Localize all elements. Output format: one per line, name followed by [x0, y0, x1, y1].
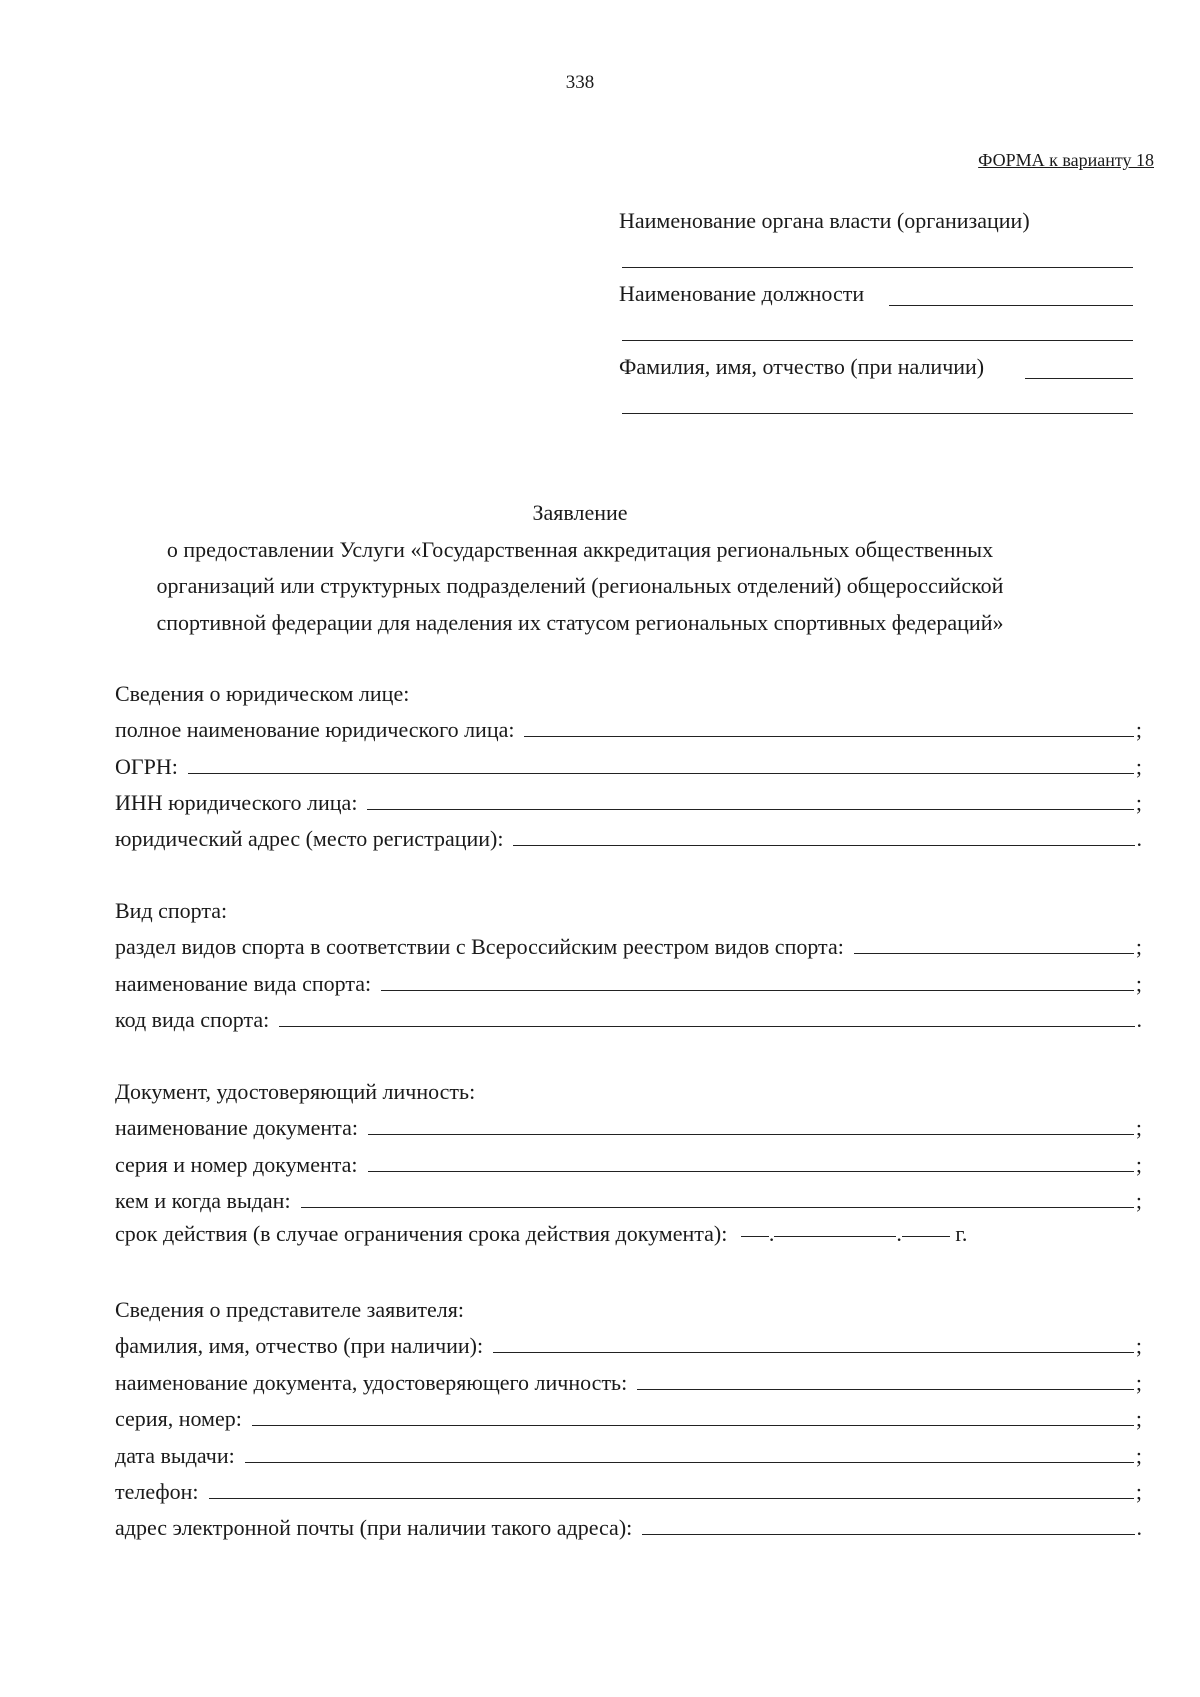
identity-document-row[interactable]	[115, 1184, 1142, 1214]
legal-entity-row[interactable]	[115, 786, 1142, 816]
input-line[interactable]	[381, 990, 1134, 991]
input-line[interactable]	[513, 845, 1134, 846]
field-label: наименование документа, удостоверяющего личность:	[115, 1370, 628, 1395]
input-line[interactable]	[279, 1026, 1134, 1027]
field-label: полное наименование юридического лица:	[115, 717, 515, 742]
position-field-line2[interactable]	[622, 340, 1133, 341]
field-end: .	[1136, 826, 1142, 851]
input-line[interactable]	[301, 1207, 1134, 1208]
field-label: раздел видов спорта в соответствии с Всероссийским реестром видов спорта:	[115, 934, 844, 959]
field-end: ;	[1135, 754, 1142, 779]
field-end: .	[1136, 1007, 1142, 1032]
input-line[interactable]	[524, 736, 1133, 737]
field-label: телефон:	[115, 1479, 199, 1504]
identity-document-row[interactable]	[115, 1111, 1142, 1141]
validity-year-suffix: г.	[955, 1221, 968, 1246]
representative-heading: Сведения о представителе заявителя:	[115, 1297, 464, 1322]
field-end: ;	[1135, 1152, 1142, 1177]
form-reference: ФОРМА к варианту 18	[978, 150, 1154, 170]
position-label: Наименование должности	[619, 281, 865, 306]
field-end: ;	[1135, 1115, 1142, 1140]
field-end: ;	[1135, 1406, 1142, 1431]
authority-field[interactable]	[622, 267, 1133, 268]
full-name-field-line2[interactable]	[622, 413, 1133, 414]
validity-label: срок действия (в случае ограничения срока действия документа):	[115, 1221, 728, 1246]
full-name-field[interactable]	[1025, 378, 1133, 379]
document-title: Заявление	[532, 500, 628, 525]
field-label: адрес электронной почты (при наличии такого адреса):	[115, 1515, 633, 1540]
field-end: ;	[1135, 1443, 1142, 1468]
title-line-3: спортивной федерации для наделения их статусом региональных спортивных федераций»	[156, 610, 1004, 635]
field-label: серия и номер документа:	[115, 1152, 358, 1177]
identity-document-row[interactable]	[115, 1148, 1142, 1178]
validity-month-field[interactable]	[774, 1236, 896, 1237]
field-label: кем и когда выдан:	[115, 1188, 291, 1213]
validity-sep-2: .	[896, 1221, 902, 1246]
input-line[interactable]	[245, 1462, 1134, 1463]
field-label: фамилия, имя, отчество (при наличии):	[115, 1333, 484, 1358]
field-end: .	[1136, 1515, 1142, 1540]
input-line[interactable]	[854, 953, 1134, 954]
input-line[interactable]	[642, 1534, 1134, 1535]
input-line[interactable]	[637, 1389, 1134, 1390]
input-line[interactable]	[188, 773, 1134, 774]
field-label: код вида спорта:	[115, 1007, 270, 1032]
sport-heading: Вид спорта:	[115, 898, 228, 923]
field-end: ;	[1135, 1370, 1142, 1395]
field-end: ;	[1135, 790, 1142, 815]
input-line[interactable]	[493, 1352, 1134, 1353]
validity-day-field[interactable]	[741, 1236, 769, 1237]
representative-row[interactable]	[115, 1329, 1142, 1359]
field-label: наименование документа:	[115, 1115, 358, 1140]
input-line[interactable]	[367, 809, 1133, 810]
representative-row[interactable]	[115, 1439, 1142, 1469]
field-label: юридический адрес (место регистрации):	[115, 826, 504, 851]
field-end: ;	[1135, 1479, 1142, 1504]
representative-row[interactable]	[115, 1402, 1142, 1432]
title-line-1: о предоставлении Услуги «Государственная аккредитация региональных общественных	[166, 537, 994, 562]
input-line[interactable]	[368, 1171, 1134, 1172]
field-end: ;	[1135, 717, 1142, 742]
identity-document-heading: Документ, удостоверяющий личность:	[115, 1079, 476, 1104]
authority-label: Наименование органа власти (организации)	[619, 208, 1030, 233]
field-label: наименование вида спорта:	[115, 971, 372, 996]
legal-entity-heading: Сведения о юридическом лице:	[115, 681, 410, 706]
position-field[interactable]	[889, 305, 1133, 306]
validity-sep-1: .	[768, 1221, 775, 1246]
representative-row[interactable]	[115, 1475, 1142, 1505]
validity-row	[115, 1221, 967, 1247]
field-end: ;	[1135, 934, 1142, 959]
legal-entity-row[interactable]	[115, 713, 1142, 743]
representative-row[interactable]	[115, 1366, 1142, 1396]
validity-year-field[interactable]	[902, 1236, 950, 1237]
sport-row[interactable]	[115, 1003, 1142, 1033]
sport-row[interactable]	[115, 967, 1142, 997]
page-number: 338	[565, 72, 595, 93]
representative-row[interactable]	[115, 1511, 1142, 1541]
input-line[interactable]	[209, 1498, 1134, 1499]
title-line-2: организаций или структурных подразделений (региональных отделений) общероссийской	[156, 573, 1004, 598]
input-line[interactable]	[368, 1134, 1134, 1135]
input-line[interactable]	[252, 1425, 1134, 1426]
field-end: ;	[1135, 971, 1142, 996]
sport-row[interactable]	[115, 930, 1142, 960]
field-label: дата выдачи:	[115, 1443, 235, 1468]
field-label: серия, номер:	[115, 1406, 242, 1431]
legal-entity-row[interactable]	[115, 750, 1142, 780]
full-name-label: Фамилия, имя, отчество (при наличии)	[619, 354, 985, 379]
field-label: ИНН юридического лица:	[115, 790, 358, 815]
field-end: ;	[1135, 1188, 1142, 1213]
field-label: ОГРН:	[115, 754, 178, 779]
field-end: ;	[1135, 1333, 1142, 1358]
legal-entity-row[interactable]	[115, 822, 1142, 852]
